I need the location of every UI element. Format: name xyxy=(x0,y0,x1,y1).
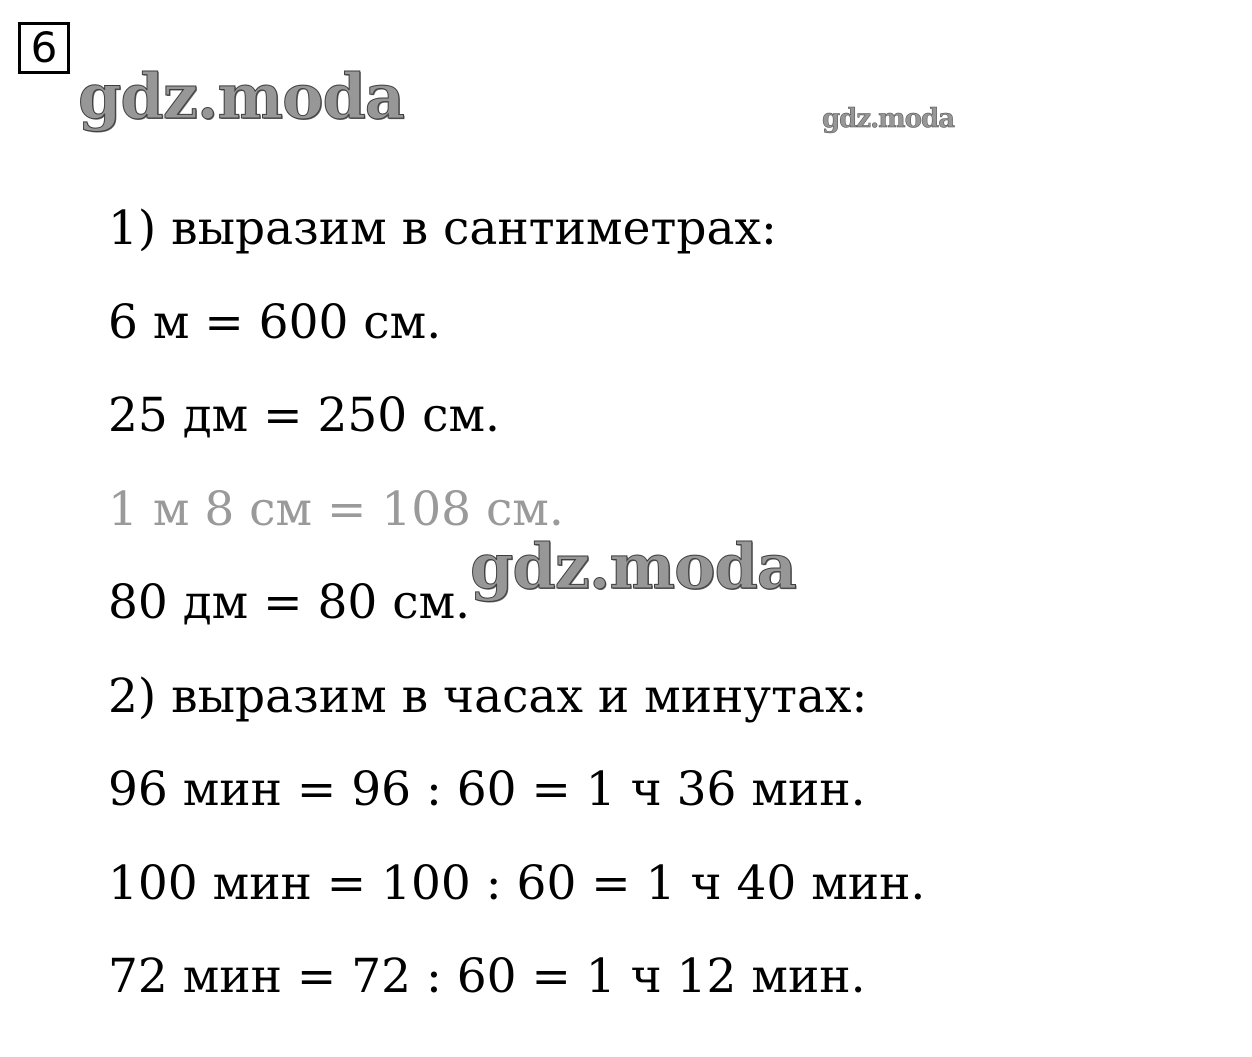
solution-line-3: 25 дм = 250 см. xyxy=(108,388,500,443)
solution-text xyxy=(108,196,1208,1038)
solution-line-4: 1 м 8 см = 108 см. xyxy=(108,481,564,537)
solution-line-9: 72 мин = 72 : 60 = 1 ч 12 мин. xyxy=(108,949,866,1004)
solution-line-8: 100 мин = 100 : 60 = 1 ч 40 мин. xyxy=(108,855,926,911)
solution-line-5: 80 дм = 80 см. xyxy=(108,575,471,630)
solution-line-7: 96 мин = 96 : 60 = 1 ч 36 мин. xyxy=(108,762,866,817)
watermark-middle: gdz.moda xyxy=(470,530,796,603)
solution-line-2: 6 м = 600 см. xyxy=(108,294,442,350)
watermark-small: gdz.moda xyxy=(822,104,955,134)
solution-line-6: 2) выразим в часах и минутах: xyxy=(108,668,868,724)
task-number: 6 xyxy=(30,23,58,72)
watermark-top: gdz.moda xyxy=(78,60,404,133)
task-number-box xyxy=(18,22,70,74)
solution-line-1: 1) выразим в сантиметрах: xyxy=(108,201,777,256)
